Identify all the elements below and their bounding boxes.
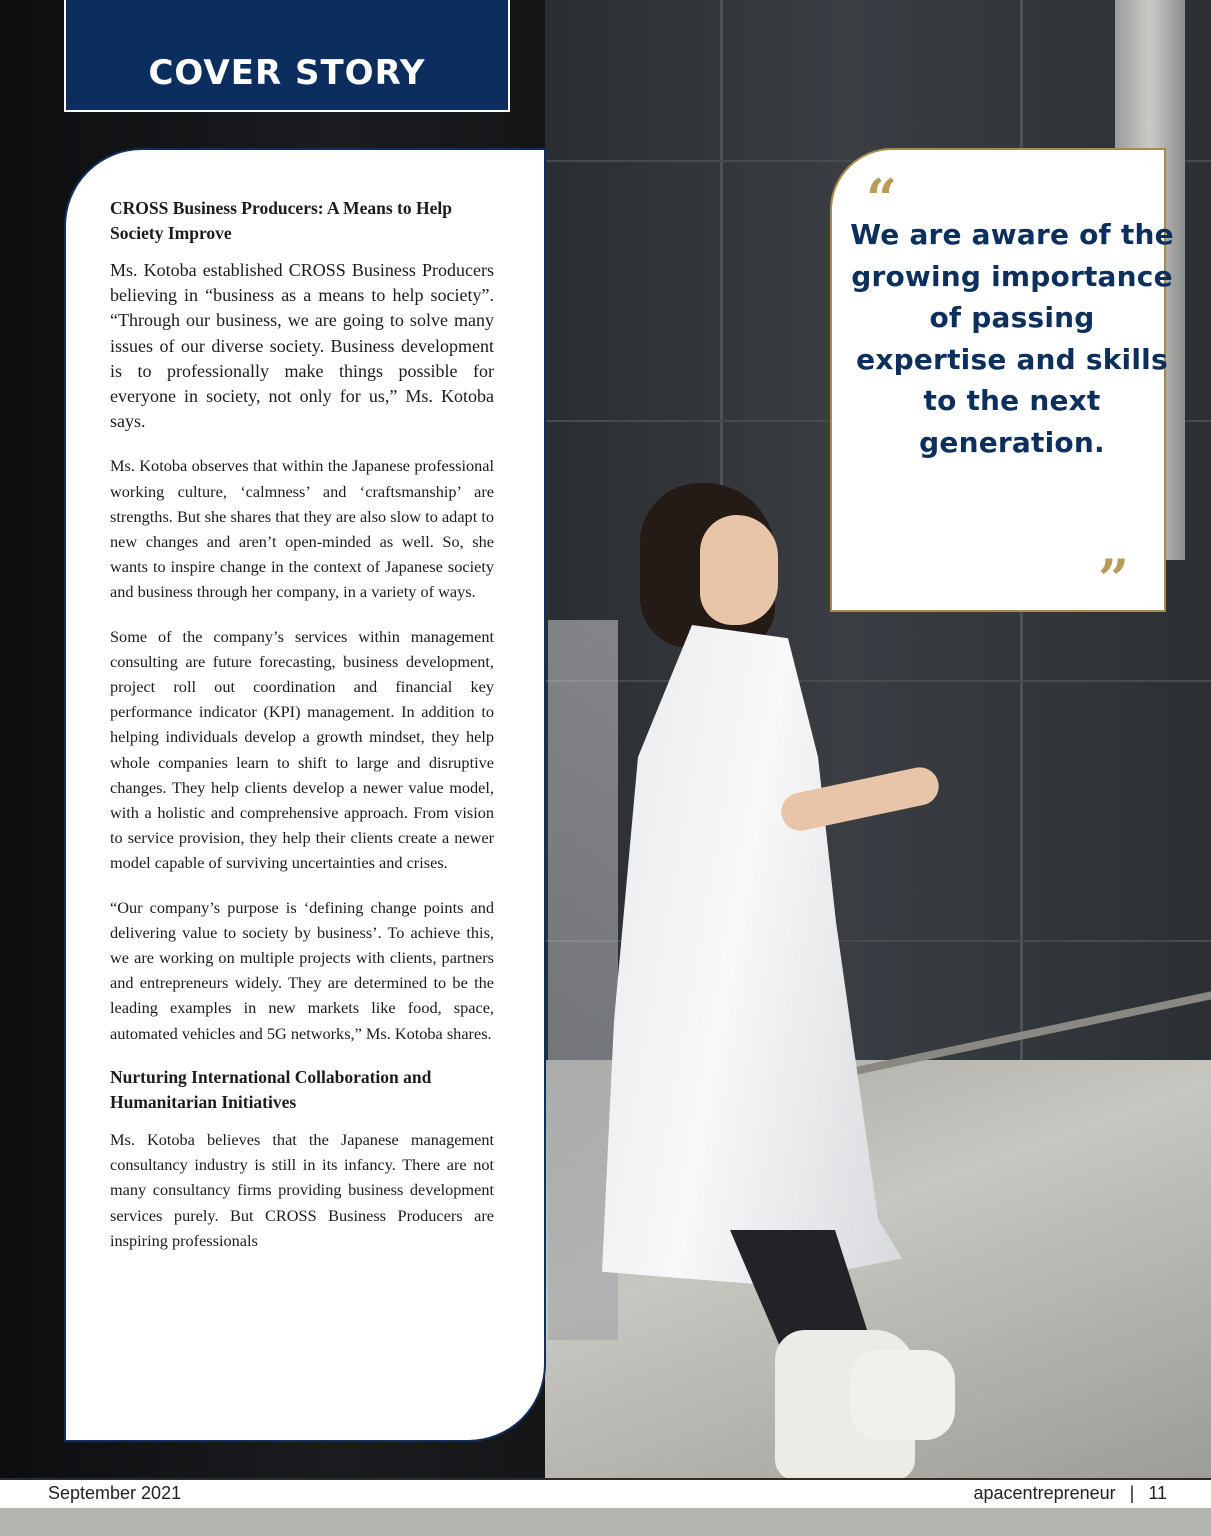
section-tag — [64, 0, 510, 112]
article-paragraph: Some of the company’s services within management consulting are future forecasting, business development, project roll out coordination and financial key performance indicator (KPI) management. In addition to helping individuals develop a growth mindset, they help whole companies learn to shift to large and disruptive changes. They help clients develop a newer value model, with a holistic and comprehensive approach. From vision to service provision, they help their clients create a newer model capable of surviving uncertainties and crises. — [110, 626, 494, 873]
article-paragraph: Ms. Kotoba observes that within the Japanese professional working culture, ‘calmness’ and ‘craftsmanship’ are strengths. But she shares that they are also slow to adapt to new changes and aren’t open-minded as well. So, she wants to inspire change in the context of Japanese society and business through her company, in a variety of ways. — [110, 456, 494, 602]
article-paragraph: Ms. Kotoba established CROSS Business Producers believing in “business as a means to help society”. “Through our business, we are going to solve many issues of our diverse society. Business development is to professionally make things possible for everyone in society, not only for us,” Ms. Kotoba says. — [110, 260, 494, 432]
article-heading: Nurturing International Collaboration and Humanitarian Initiatives — [110, 1066, 432, 1112]
page-number: 11 — [1148, 1483, 1167, 1503]
footer-right — [974, 1483, 1167, 1504]
article-body — [110, 196, 494, 1272]
pull-quote-text: We are aware of the growing importance of passing expertise and skills to the next generation. — [850, 218, 1174, 459]
footer-separator: | — [1129, 1483, 1135, 1503]
footer-photo-strip — [0, 1508, 1211, 1536]
issue-date: September 2021 — [48, 1483, 182, 1503]
wall-tile-line — [545, 680, 1211, 682]
article-paragraph: Ms. Kotoba believes that the Japanese management consultancy industry is still in its infancy. There are not many consultancy firms providing business development services purely. But CROSS Business Producers are inspiring professionals — [110, 1129, 494, 1250]
page-footer — [0, 1478, 1211, 1508]
close-quote-icon: ” — [1098, 547, 1130, 611]
article-heading: CROSS Business Producers: A Means to Help Society Improve — [110, 198, 452, 243]
face — [700, 515, 778, 625]
publication-name: apacentrepreneur — [973, 1483, 1116, 1503]
section-tag-label: COVER STORY — [148, 53, 426, 93]
open-quote-icon: “ — [866, 167, 898, 231]
article-paragraph: “Our company’s purpose is ‘defining change points and delivering value to society by business’. To achieve this, we are working on multiple projects with clients, partners and entrepreneurs widely. They are determined to be the leading examples in new markets like food, space, automated vehicles and 5G networks,” Ms. Kotoba shares. — [110, 897, 494, 1043]
white-boot — [850, 1350, 955, 1440]
